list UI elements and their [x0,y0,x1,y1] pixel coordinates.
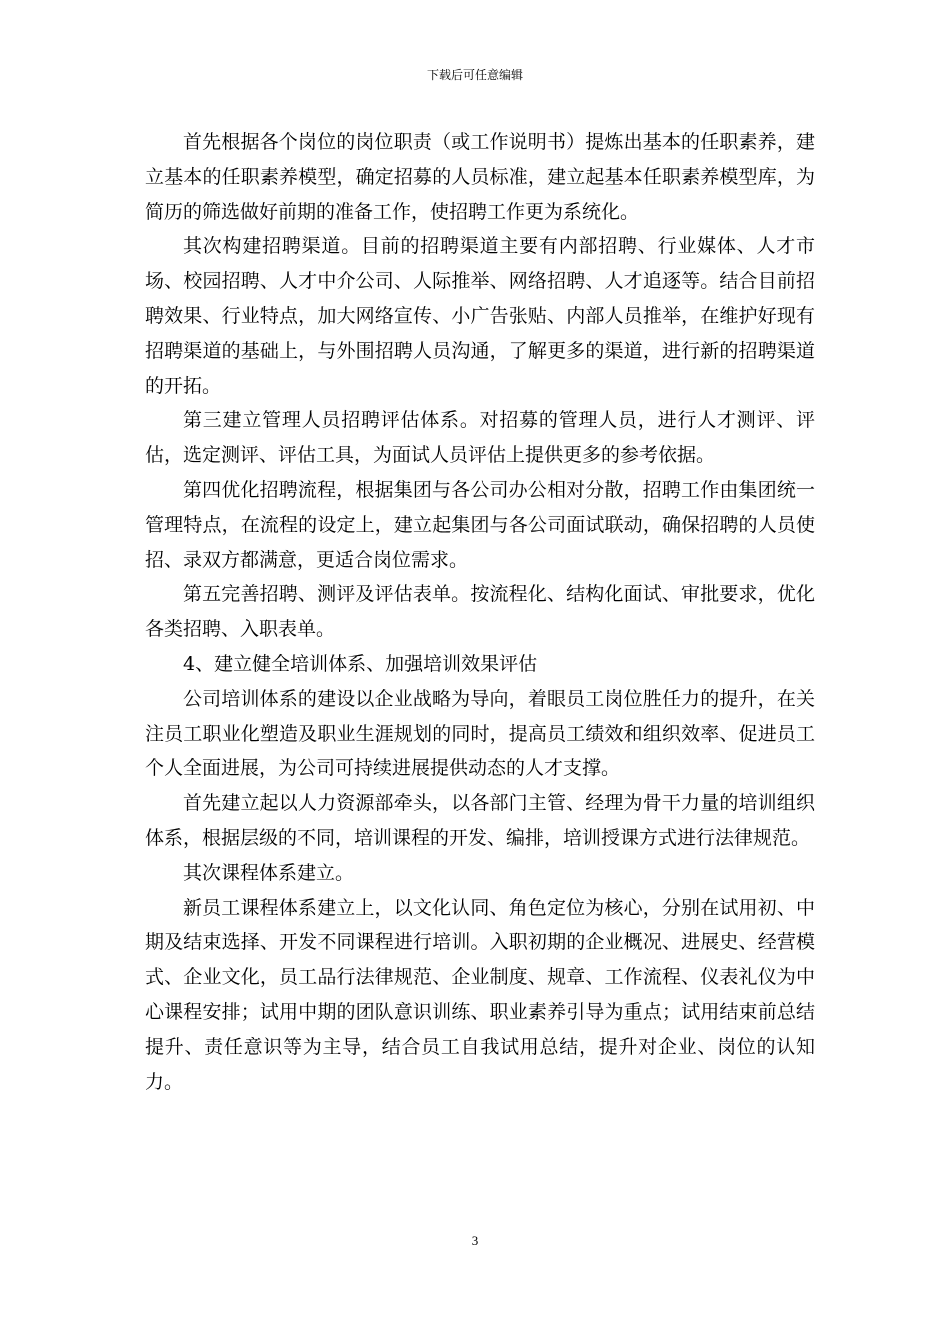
paragraph-recruitment-process: 第四优化招聘流程，根据集团与各公司办公相对分散，招聘工作由集团统一管理特点，在流程的设定上，建立起集团与各公司面试联动，确保招聘的人员使招、录双方都满意，更适合岗位需求。 [145,478,815,571]
paragraph-recruitment-channels: 其次构建招聘渠道。目前的招聘渠道主要有内部招聘、行业媒体、人才市场、校园招聘、人才中介公司、人际推举、网络招聘、人才追逐等。结合目前招聘效果、行业特点，加大网络宣传、小广告张贴、内部人员推举，在维护好现有招聘渠道的基础上，与外围招聘人员沟通，了解更多的渠道，进行新的招聘渠道的开拓。 [145,235,815,397]
paragraph-recruitment-forms: 第五完善招聘、测评及评估表单。按流程化、结构化面试、审批要求，优化各类招聘、入职表单。 [145,583,815,641]
document-body [145,125,815,1099]
paragraph-new-employee-courses: 新员工课程体系建立上，以文化认同、角色定位为核心，分别在试用初、中期及结束选择、开发不同课程进行培训。入职初期的企业概况、进展史、经营模式、企业文化，员工品行法律规范、企业制度、规章、工作流程、仪表礼仪为中心课程安排；试用中期的团队意识训练、职业素养引导为重点；试用结束前总结提升、责任意识等为主导，结合员工自我试用总结，提升对企业、岗位的认知力。 [145,896,815,1093]
header-note: 下载后可任意编辑 [426,68,523,82]
page-number: 3 [471,1233,479,1248]
paragraph-core-competency-model: 首先根据各个岗位的岗位职责（或工作说明书）提炼出基本的任职素养，建立基本的任职素养模型，确定招募的人员标准，建立起基本任职素养模型库，为简历的筛选做好前期的准备工作，使招聘工作更为系统化。 [145,131,815,223]
paragraph-course-system: 其次课程体系建立。 [183,861,355,884]
paragraph-training-organization: 首先建立起以人力资源部牵头，以各部门主管、经理为骨干力量的培训组织体系，根据层级的不同，培训课程的开发、编排，培训授课方式进行法律规范。 [145,792,815,849]
paragraph-management-evaluation: 第三建立管理人员招聘评估体系。对招募的管理人员，进行人才测评、评估，选定测评、评估工具，为面试人员评估上提供更多的参考依据。 [145,409,815,467]
paragraph-training-system: 公司培训体系的建设以企业战略为导向，着眼员工岗位胜任力的提升，在关注员工职业化塑造及职业生涯规划的同时，提高员工绩效和组织效率、促进员工个人全面进展，为公司可持续进展提供动态的人才支撑。 [145,687,815,780]
section-heading-training: 4、建立健全培训体系、加强培训效果评估 [183,652,538,675]
